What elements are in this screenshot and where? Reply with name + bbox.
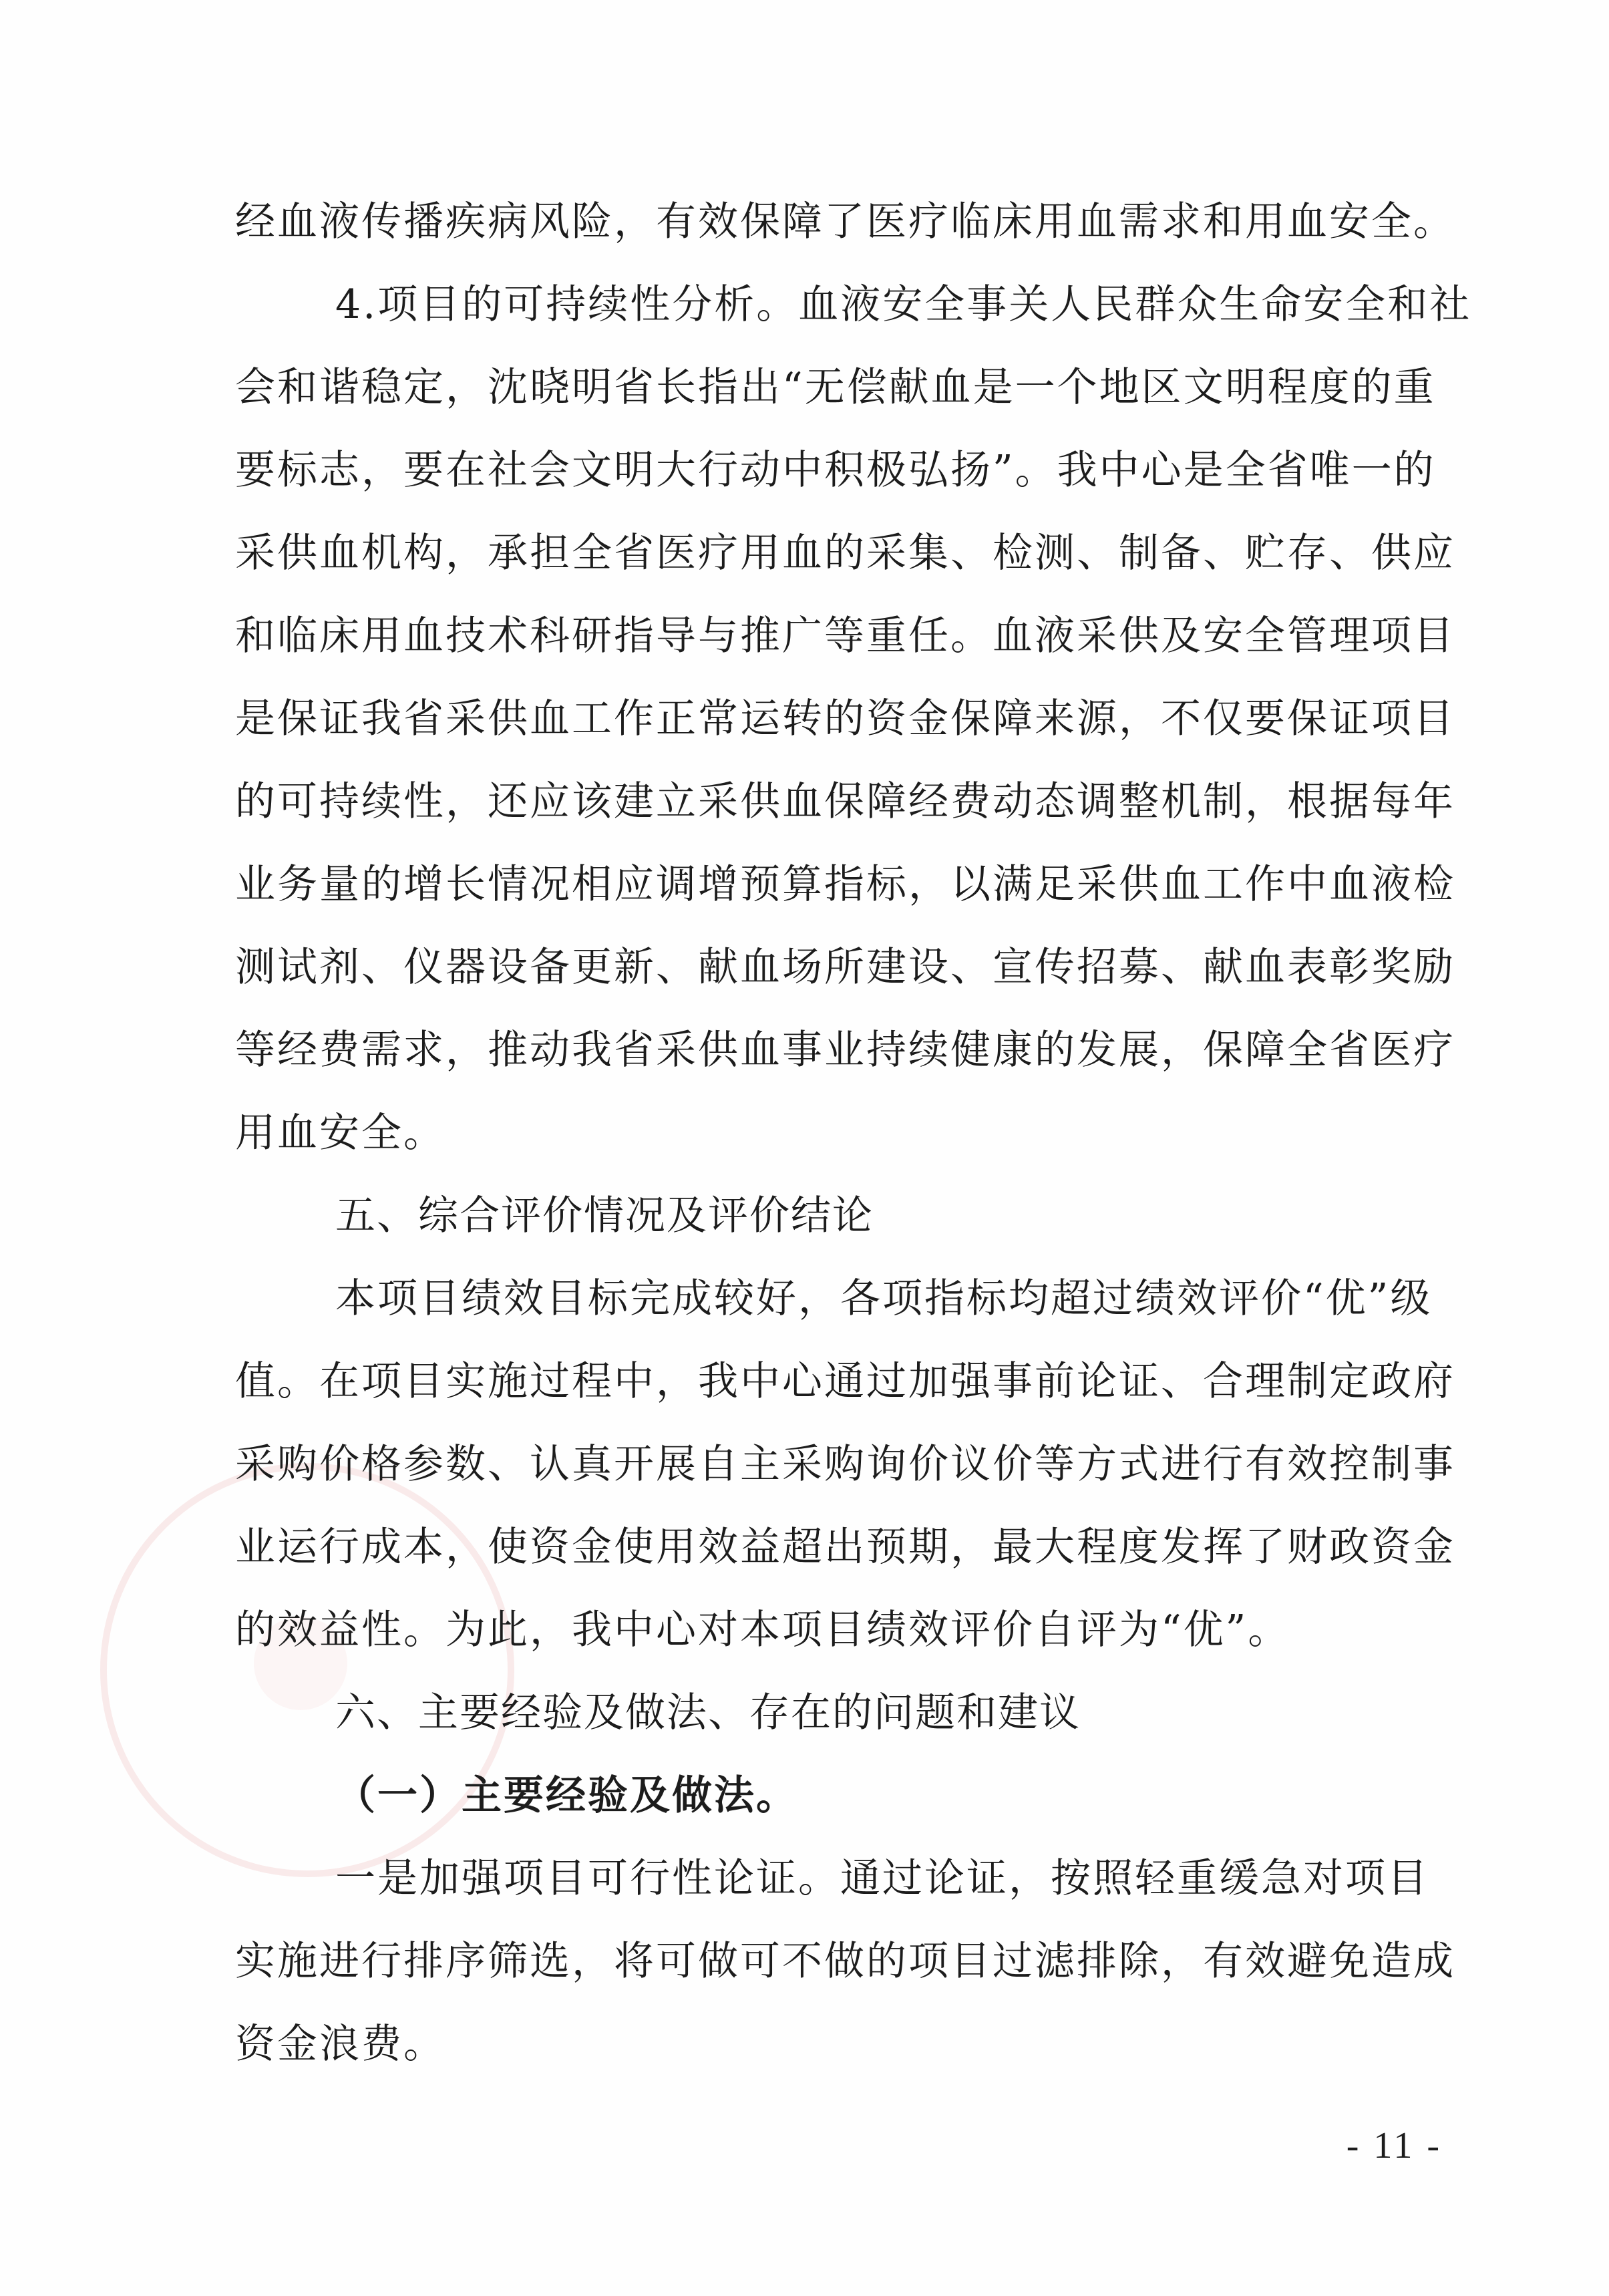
text-line: 是保证我省采供血工作正常运转的资金保障来源，不仅要保证项目 — [235, 695, 1455, 742]
text-line: 等经费需求，推动我省采供血事业持续健康的发展，保障全省医疗 — [235, 1027, 1455, 1074]
document-body — [235, 180, 1472, 2086]
text-line: 会和谐稳定，沈晓明省长指出“无偿献血是一个地区文明程度的重 — [235, 364, 1436, 411]
text-line: 的可持续性，还应该建立采供血保障经费动态调整机制，根据每年 — [235, 778, 1455, 825]
text-line: 的效益性。为此，我中心对本项目绩效评价自评为“优”。 — [235, 1607, 1290, 1653]
text-line: 采供血机构，承担全省医疗用血的采集、检测、制备、贮存、供应 — [235, 530, 1455, 577]
text-line: 实施进行排序筛选，将可做可不做的项目过滤排除，有效避免造成 — [235, 1938, 1455, 1985]
text-line: 采购价格参数、认真开展自主采购询价议价等方式进行有效控制事 — [235, 1441, 1455, 1488]
subsection-heading: （一）主要经验及做法。 — [335, 1772, 798, 1819]
text-line: 经血液传播疾病风险，有效保障了医疗临床用血需求和用血安全。 — [235, 198, 1455, 245]
section-heading: 五、综合评价情况及评价结论 — [335, 1192, 874, 1239]
text-line: 业务量的增长情况相应调增预算指标，以满足采供血工作中血液检 — [235, 861, 1455, 908]
section-heading: 六、主要经验及做法、存在的问题和建议 — [335, 1689, 1081, 1736]
text-line: 资金浪费。 — [235, 2021, 445, 2068]
text-line: 用血安全。 — [235, 1110, 445, 1156]
page-number: - 11 - — [1346, 2125, 1442, 2166]
text-line: 本项目绩效目标完成较好，各项指标均超过绩效评价“优”级 — [335, 1275, 1433, 1322]
text-line: 要标志，要在社会文明大行动中积极弘扬”。我中心是全省唯一的 — [235, 447, 1436, 494]
text-line: 一是加强项目可行性论证。通过论证，按照轻重缓急对项目 — [335, 1855, 1429, 1902]
text-line: 测试剂、仪器设备更新、献血场所建设、宣传招募、献血表彰奖励 — [235, 944, 1455, 991]
text-line: 4.项目的可持续性分析。血液安全事关人民群众生命安全和社 — [335, 281, 1472, 328]
text-line: 和临床用血技术科研指导与推广等重任。血液采供及安全管理项目 — [235, 613, 1455, 659]
text-line: 业运行成本，使资金使用效益超出预期，最大程度发挥了财政资金 — [235, 1524, 1455, 1571]
text-line: 值。在项目实施过程中，我中心通过加强事前论证、合理制定政府 — [235, 1358, 1455, 1405]
